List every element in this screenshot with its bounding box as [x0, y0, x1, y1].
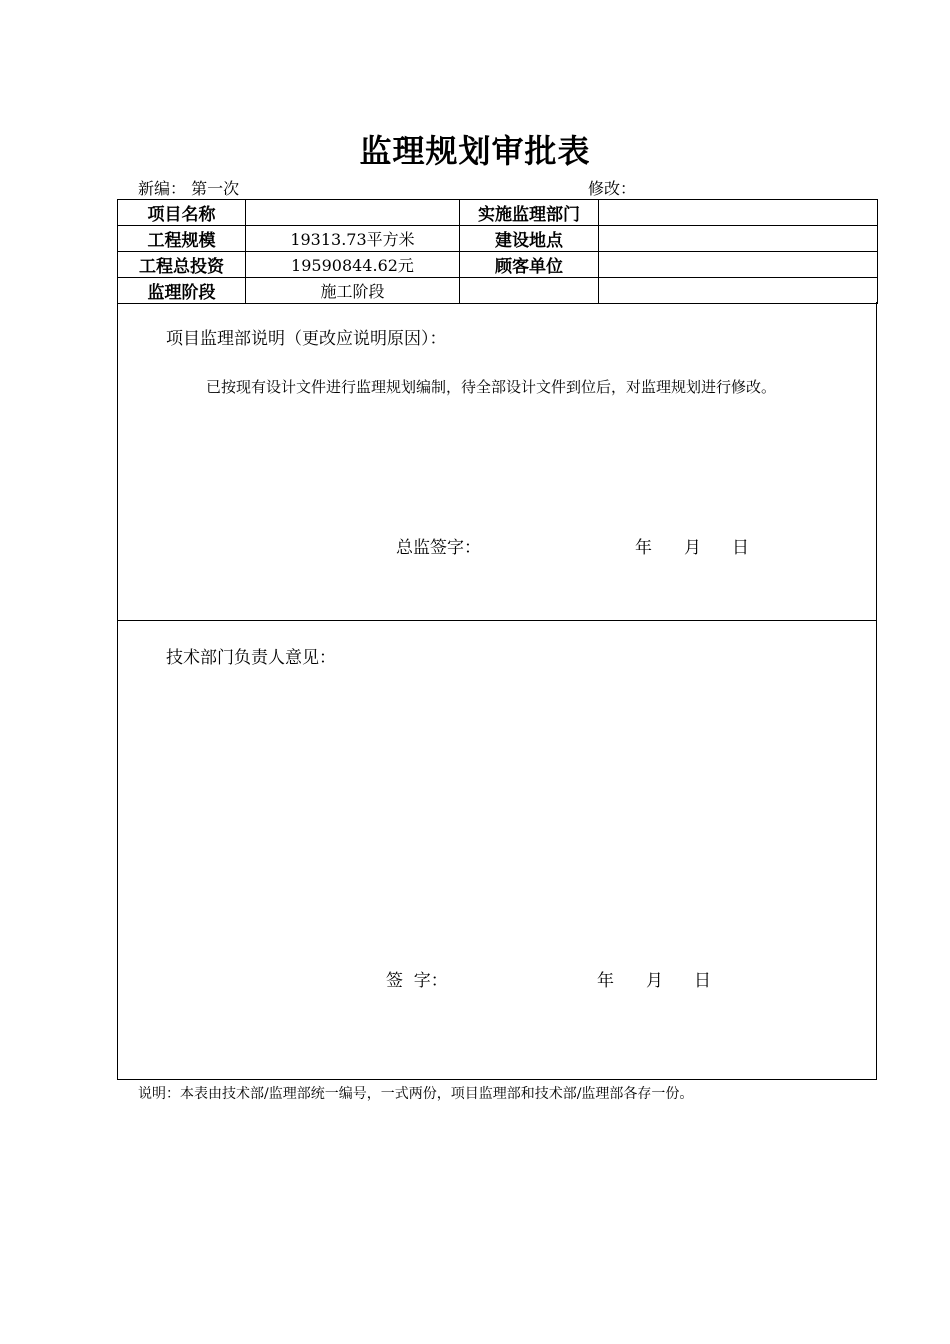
- project-name-value[interactable]: [246, 200, 460, 226]
- supervision-dept-label: 实施监理部门: [460, 200, 599, 226]
- date-day-label: 日: [732, 538, 749, 558]
- project-scale-label: 工程规模: [118, 226, 246, 252]
- construction-site-label: 建设地点: [460, 226, 599, 252]
- project-name-label: 项目名称: [118, 200, 246, 226]
- construction-site-value[interactable]: [599, 226, 878, 252]
- table-row: [118, 252, 878, 278]
- supervision-stage-label: 监理阶段: [118, 278, 246, 304]
- project-scale-value[interactable]: 19313.73平方米: [246, 226, 460, 252]
- supervision-stage-value[interactable]: 施工阶段: [246, 278, 460, 304]
- date-year-label: 年: [597, 971, 614, 991]
- table-row: [118, 278, 878, 304]
- total-investment-label: 工程总投资: [118, 252, 246, 278]
- client-unit-label: 顾客单位: [460, 252, 599, 278]
- date-month-label: 月: [646, 971, 663, 991]
- empty-cell[interactable]: [599, 278, 878, 304]
- date-day-label: 日: [694, 971, 711, 991]
- date-year-label: 年: [635, 538, 652, 558]
- date-month-label: 月: [684, 538, 701, 558]
- revision-label: 修改：: [588, 179, 637, 198]
- explanation-text: 已按现有设计文件进行监理规划编制，待全部设计文件到位后，对监理规划进行修改。: [206, 378, 777, 396]
- tech-dept-opinion-section: [117, 621, 877, 1080]
- project-dept-explanation-section: [117, 302, 877, 621]
- page-title: 监理规划审批表: [359, 132, 591, 170]
- footnote: 说明：本表由技术部/监理部统一编号，一式两份，项目监理部和技术部/监理部各存一份。: [138, 1086, 694, 1102]
- supervision-dept-value[interactable]: [599, 200, 878, 226]
- chief-signature-label: 总监签字：: [396, 538, 481, 558]
- section-heading: 技术部门负责人意见：: [166, 648, 336, 668]
- signature-label: 签 字：: [386, 971, 448, 991]
- total-investment-value[interactable]: 19590844.62元: [246, 252, 460, 278]
- client-unit-value[interactable]: [599, 252, 878, 278]
- project-info-table: [117, 199, 878, 304]
- new-edition-label: 新编： 第一次: [138, 179, 240, 198]
- table-row: [118, 200, 878, 226]
- section-heading: 项目监理部说明（更改应说明原因）：: [166, 329, 447, 349]
- table-row: [118, 226, 878, 252]
- empty-cell[interactable]: [460, 278, 599, 304]
